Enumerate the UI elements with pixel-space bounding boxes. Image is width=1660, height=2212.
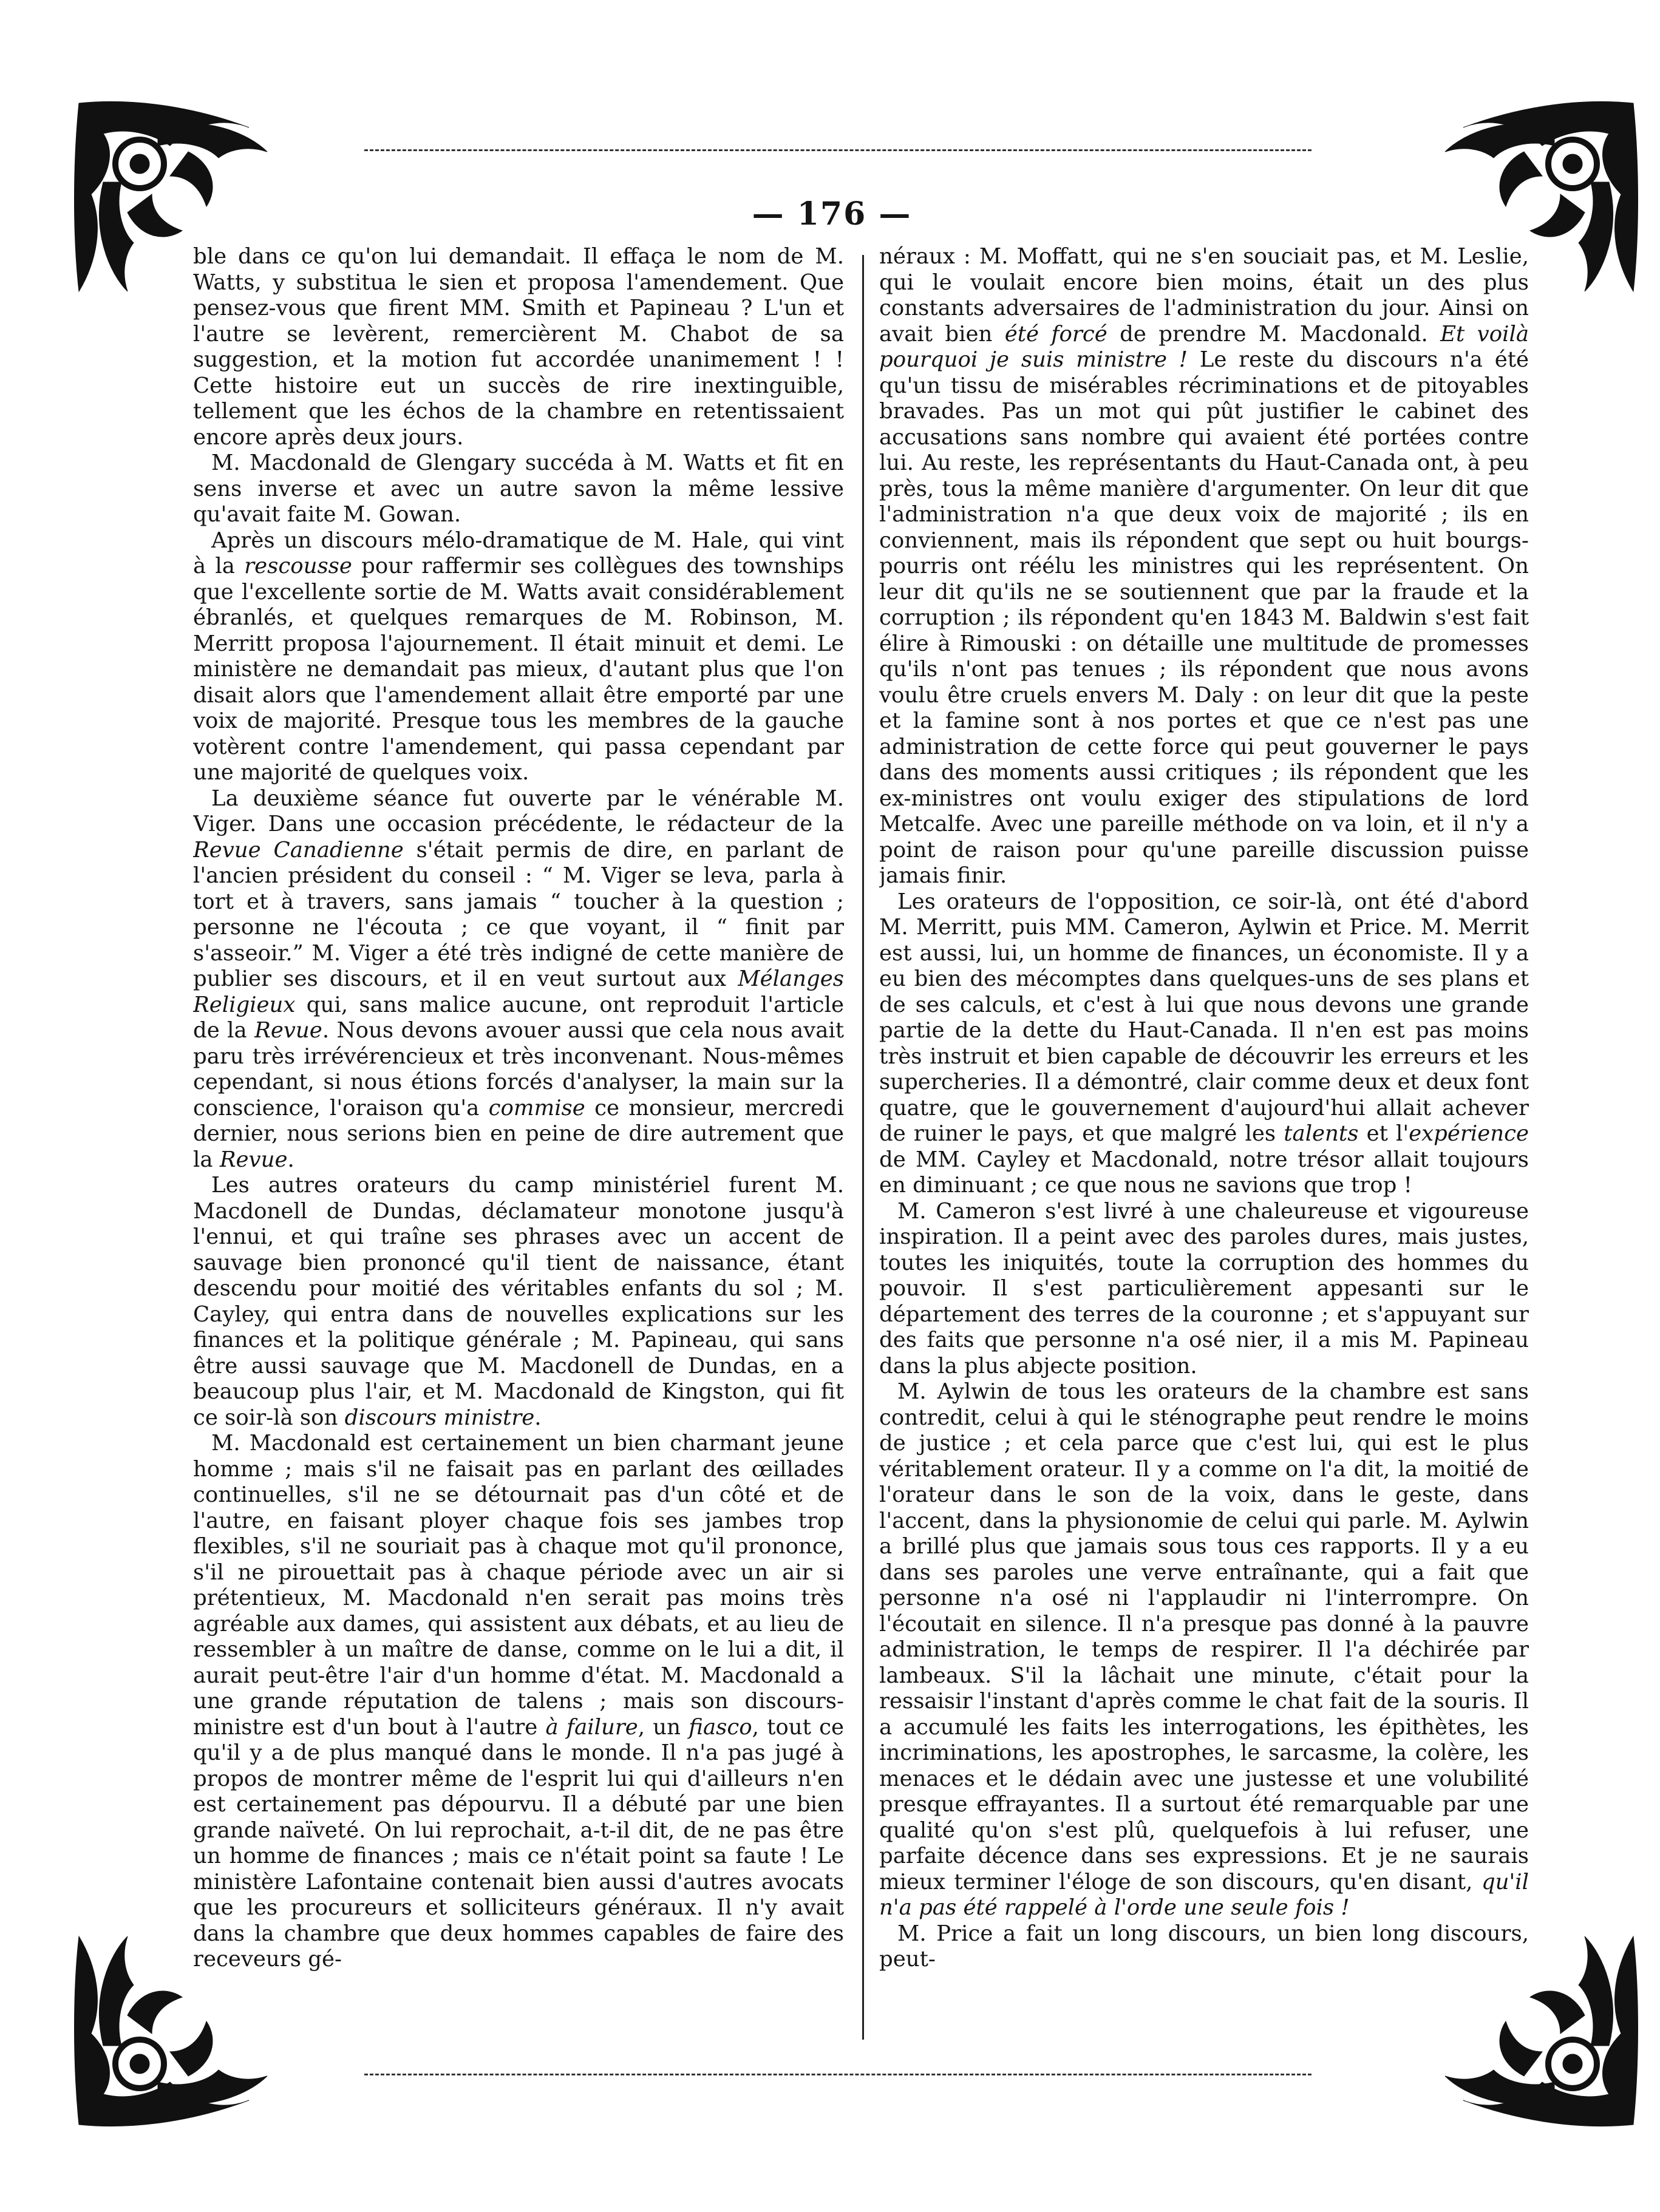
text-run: ble dans ce qu'on lui demandait. Il effaça le nom de M. Watts, y substitua le sien et proposa l'amendement. Que pensez-vous que firent MM. Smith et Papineau ? L'un et l'autre se levèrent, remercièrent M. Chabot de sa suggestion, et la motion fut accordée unanimement ! ! Cette histoire eut un succès de rire inextinguible, tellement que les échos de la chambre en retentissaient encore après deux jours. xyxy=(193,244,844,450)
text-run: néraux : M. Moffatt, qui ne s'en souciait pas, et M. Leslie, qui le voulait encore bien moins, était un des plus constants adversaires de l'administration du jour. Ainsi on avait bien xyxy=(879,244,1529,347)
paragraph xyxy=(879,244,1529,889)
text-run: ce monsieur, mercredi dernier, nous serions bien en peine de dire autrement que la xyxy=(193,1095,844,1172)
paragraph xyxy=(193,1173,844,1431)
italic-text: expérience xyxy=(1409,1121,1529,1146)
text-run: de prendre M. Macdonald. xyxy=(1107,321,1441,347)
italic-text: qu'il n'a pas été rappelé à l'orde une seule fois ! xyxy=(879,1869,1529,1920)
italic-text: Revue xyxy=(219,1147,288,1172)
paragraph xyxy=(193,528,844,786)
paragraph xyxy=(879,1921,1529,1973)
italic-text: discours ministre xyxy=(344,1405,535,1430)
text-run: de MM. Cayley et Macdonald, notre trésor allait toujours en diminuant ; ce que nous ne savions que trop ! xyxy=(879,1147,1529,1198)
paragraph xyxy=(879,1199,1529,1380)
text-run: Le reste du discours n'a été qu'un tissu de misérables récriminations et de pitoyables bravades. Pas un mot qui pût justifier le cabinet des accusations sans nombre qui avaient été portées contre lui. Au reste, les représentants du Haut-Canada ont, à peu près, tous la même manière d'argumenter. On leur dit que l'administration n'a que deux voix de majorité ; ils en conviennent, mais ils répondent que sept ou huit bourgs-pourris ont réélu les ministres qui les représentent. On leur dit qu'ils ne se soutiennent que par la fraude et la corruption ; ils répondent qu'en 1843 M. Baldwin s'est fait élire à Rimouski : on détaille une multitude de promesses qu'ils n'ont pas tenues ; ils répondent que nous avons voulu être cruels envers M. Daly : on leur dit que la peste et la famine sont à nos portes et que ce n'est pas une administration de cette force qui peut gouverner le pays dans des moments aussi critiques ; ils répondent que les ex-ministres ont voulu exiger des stipulations de lord Metcalfe. Avec une pareille méthode on va loin, et il n'y a point de raison pour qu'une pareille discussion puisse jamais finir. xyxy=(879,347,1529,888)
italic-text: fiasco xyxy=(689,1714,752,1740)
right-column xyxy=(879,244,1529,2053)
text-run: . xyxy=(287,1147,294,1172)
italic-text: Et voilà pourquoi je suis ministre ! xyxy=(879,321,1529,372)
italic-text: commise xyxy=(488,1095,585,1121)
paragraph xyxy=(193,786,844,1173)
text-run: M. Aylwin de tous les orateurs de la chambre est sans contredit, celui à qui le sténographe peut rendre le moins de justice ; et cela parce que c'est lui, qui est le plus véritablement orateur. Il y a comme on l'a dit, la moitié de l'orateur dans le son de la voix, dans le geste, dans l'accent, dans la physionomie de celui qui parle. M. Aylwin a brillé plus que jamais sous tous ces rapports. Il y a eu dans ses paroles une verve entraînante, qui a fait que personne n'a osé ni l'applaudir ni l'interrompre. On l'écoutait en silence. Il n'a presque pas donné à la pauvre administration, le temps de respirer. Il l'a déchirée par lambeaux. S'il la lâchait une minute, c'était pour la ressaisir l'instant d'après comme le chat fait de la souris. Il a accumulé les faits les interrogations, les épithètes, les incriminations, les apostrophes, le sarcasme, la colère, les menaces et le dédain avec une justesse et une volubilité presque effrayantes. Il a surtout été remarquable par une qualité qu'on s'est plû, quelquefois à lui refuser, une parfaite décence dans ses expressions. Et je ne saurais mieux terminer l'éloge de son discours, qu'en disant, xyxy=(879,1379,1529,1895)
column-divider xyxy=(862,255,864,2040)
text-run: s'était permis de dire, en parlant de l'ancien président du conseil : “ M. Viger se leva, parla à tort et à travers, sans jamais “ toucher à la question ; personne ne l'écouta ; ce que voyant, il “ finit par s'asseoir.” M. Viger a été très indigné de cette manière de publier ses discours, et il en veut surtout aux xyxy=(193,837,844,991)
top-border-rule xyxy=(364,149,1311,151)
paragraph xyxy=(193,244,844,450)
italic-text: Revue Canadienne xyxy=(193,837,404,863)
text-run: M. Price a fait un long discours, un bien long discours, peut- xyxy=(879,1921,1529,1972)
left-column xyxy=(193,244,844,2053)
paragraph xyxy=(879,1379,1529,1921)
text-run: Après un discours mélo-dramatique de M. Hale, qui vint à la xyxy=(193,528,844,578)
paragraph xyxy=(193,450,844,528)
text-run: , un xyxy=(638,1714,689,1740)
text-run: Les orateurs de l'opposition, ce soir-là, ont été d'abord M. Merritt, puis MM. Cameron, Aylwin et Price. M. Merrit est aussi, lui, un homme de finances, un économiste. Il y a eu bien des mécomptes dans quelques-uns de ses plans et de ses calculs, et c'est à lui que nous devons une grande partie de la dette du Haut-Canada. Il n'en est pas moins très instruit et bien capable de découvrir les erreurs et les supercheries. Il a démontré, clair comme deux et deux font quatre, que le gouvernement d'aujourd'hui allait achever de ruiner le pays, et que malgré les xyxy=(879,889,1529,1146)
text-run: , tout ce qu'il y a de plus manqué dans le monde. Il n'a pas jugé à propos de montrer même de l'esprit lui qui d'ailleurs n'en est certainement pas dépourvu. Il a débuté par une bien grande naïveté. On lui reprochait, a-t-il dit, de ne pas être un homme de finances ; mais ce n'était point sa faute ! Le ministère Lafontaine contenait bien aussi d'autres avocats que les procureurs et solliciteurs généraux. Il n'y avait dans la chambre que deux hommes capables de faire des receveurs gé- xyxy=(193,1714,844,1972)
paragraph xyxy=(879,889,1529,1199)
text-run: M. Macdonald de Glengary succéda à M. Watts et fit en sens inverse et avec un autre savon la même lessive qu'avait faite M. Gowan. xyxy=(193,450,844,527)
bottom-border-rule xyxy=(364,2074,1311,2075)
italic-text: talents xyxy=(1284,1121,1359,1146)
text-run: pour raffermir ses collègues des townships que l'excellente sortie de M. Watts avait considérablement ébranlés, et quelques remarques de M. Robinson, M. Merritt proposa l'ajournement. Il était minuit et demi. Le ministère ne demandait pas mieux, d'autant plus que l'on disait alors que l'amendement allait être emporté par une voix de majorité. Presque tous les membres de la gauche votèrent contre l'amendement, qui passa cependant par une majorité de quelques voix. xyxy=(193,554,844,785)
italic-text: été forcé xyxy=(1004,321,1107,347)
text-run: Les autres orateurs du camp ministériel furent M. Macdonell de Dundas, déclamateur monotone jusqu'à l'ennui, et qui traîne ses phrases avec un accent de sauvage bien prononcé qu'il tient de naissance, étant descendu pour moitié des véritables enfants du sol ; M. Cayley, qui entra dans de nouvelles explications sur les finances et la politique générale ; M. Papineau, qui sans être aussi sauvage que M. Macdonell de Dundas, en a beaucoup plus l'air, et M. Macdonald de Kingston, qui fit ce soir-là son xyxy=(193,1173,844,1430)
text-run: . Nous devons avouer aussi que cela nous avait paru très irrévérencieux et très inconvenant. Nous-mêmes cependant, si nous étions forcés d'analyser, la main sur la conscience, l'oraison qu'a xyxy=(193,1018,844,1121)
text-run: La deuxième séance fut ouverte par le vénérable M. Viger. Dans une occasion précédente, le rédacteur de la xyxy=(193,785,844,836)
italic-text: Mélanges Religieux xyxy=(193,966,844,1017)
italic-text: Revue xyxy=(254,1018,322,1043)
text-run: et l' xyxy=(1358,1121,1409,1146)
text-run: M. Macdonald est certainement un bien charmant jeune homme ; mais s'il ne faisait pas en parlant des œillades continuelles, s'il ne se détournait pas d'un côté et de l'autre, en faisant ployer chaque fois ses jambes trop flexibles, s'il ne souriait pas à chaque mot qu'il prononce, s'il ne pirouettait pas à chaque période avec un air si prétentieux, M. Macdonald n'en serait pas moins très agréable aux dames, qui assistent aux débats, et au lieu de ressembler à un maître de danse, comme on le lui a dit, il aurait peut-être l'air d'un homme d'état. M. Macdonald a une grande réputation de talens ; mais son discours-ministre est d'un bout à l'autre xyxy=(193,1431,844,1740)
text-run: . xyxy=(534,1405,542,1430)
paragraph xyxy=(193,1431,844,1973)
text-run: qui, sans malice aucune, ont reproduit l'article de la xyxy=(193,992,844,1043)
italic-text: à failure xyxy=(545,1714,638,1740)
page-number: — 176 — xyxy=(752,195,912,232)
italic-text: rescousse xyxy=(244,554,352,578)
text-run: M. Cameron s'est livré à une chaleureuse et vigoureuse inspiration. Il a peint avec des paroles dures, mais justes, toutes les iniquités, toute la corruption des hommes du pouvoir. Il s'est particulièrement appesanti sur le département des terres de la couronne ; et s'appuyant sur des faits que personne n'a osé nier, il a mis M. Papineau dans la plus abjecte position. xyxy=(879,1198,1529,1379)
